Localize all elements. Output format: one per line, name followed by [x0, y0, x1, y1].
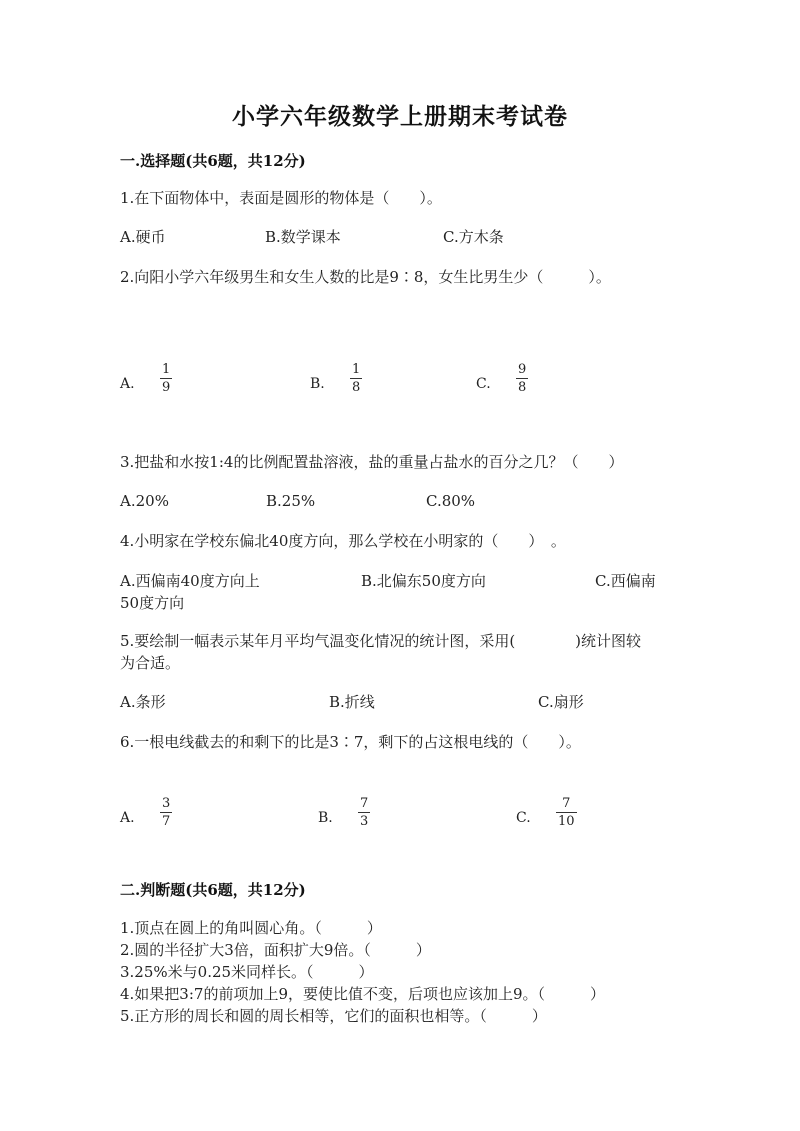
option-label: C.	[516, 810, 531, 826]
q1-option-a: A.硬币	[120, 228, 166, 246]
numerator: 1	[352, 362, 361, 377]
q3-option-a: A.20%	[120, 492, 169, 510]
option-label: B.	[310, 376, 325, 392]
q4-option-c: C.西偏南	[595, 572, 656, 590]
fraction-bar	[350, 378, 362, 379]
question-6: 6.一根电线截去的和剩下的比是3∶7，剩下的占这根电线的（ ）。	[120, 733, 581, 751]
section-heading-choice: 一.选择题(共6题，共12分)	[120, 152, 306, 170]
true-false-item-3: 3.25%米与0.25米同样长。（ ）	[120, 963, 374, 981]
denominator: 8	[352, 380, 361, 395]
q4-option-a: A.西偏南40度方向上	[120, 572, 260, 590]
q3-option-c: C.80%	[426, 492, 476, 510]
numerator: 1	[162, 362, 171, 377]
q5-option-c: C.扇形	[538, 693, 584, 711]
option-label: A.	[120, 376, 135, 392]
true-false-item-2: 2.圆的半径扩大3倍，面积扩大9倍。（ ）	[120, 941, 431, 959]
denominator: 8	[518, 380, 527, 395]
q5-option-b: B.折线	[329, 693, 375, 711]
q1-option-b: B.数学课本	[265, 228, 341, 246]
fraction	[350, 362, 362, 395]
true-false-item-1: 1.顶点在圆上的角叫圆心角。（ ）	[120, 919, 382, 937]
numerator: 9	[518, 362, 527, 377]
denominator: 10	[558, 814, 575, 829]
q1-option-c: C.方木条	[443, 228, 504, 246]
question-4: 4.小明家在学校东偏北40度方向，那么学校在小明家的（ ） 。	[120, 532, 566, 550]
q5-option-a: A.条形	[120, 693, 166, 711]
section-heading-true-false: 二.判断题(共6题，共12分)	[120, 881, 306, 899]
denominator: 7	[162, 814, 171, 829]
q4-option-b: B.北偏东50度方向	[361, 572, 486, 590]
q4-option-c-continuation: 50度方向	[120, 594, 185, 612]
numerator: 3	[162, 796, 171, 811]
fraction	[160, 362, 172, 395]
fraction-bar	[556, 812, 577, 813]
page-title: 小学六年级数学上册期末考试卷	[232, 103, 568, 130]
q3-option-b: B.25%	[266, 492, 316, 510]
fraction	[556, 796, 577, 829]
question-3: 3.把盐和水按1:4的比例配置盐溶液，盐的重量占盐水的百分之几？（ ）	[120, 453, 624, 471]
question-1: 1.在下面物体中，表面是圆形的物体是（ ）。	[120, 189, 442, 207]
denominator: 9	[162, 380, 171, 395]
numerator: 7	[562, 796, 571, 811]
fraction-bar	[516, 378, 528, 379]
fraction	[516, 362, 528, 395]
question-5-line-2: 为合适。	[120, 654, 181, 672]
option-label: A.	[120, 810, 135, 826]
option-label: C.	[476, 376, 491, 392]
true-false-item-4: 4.如果把3:7的前项加上9，要使比值不变，后项也应该加上9。（ ）	[120, 985, 606, 1003]
option-label: B.	[318, 810, 333, 826]
question-5-line-1: 5.要绘制一幅表示某年月平均气温变化情况的统计图，采用( )统计图较	[120, 632, 642, 650]
question-2: 2.向阳小学六年级男生和女生人数的比是9∶8，女生比男生少（ ）。	[120, 268, 611, 286]
fraction	[160, 796, 172, 829]
fraction-bar	[160, 378, 172, 379]
true-false-item-5: 5.正方形的周长和圆的周长相等，它们的面积也相等。（ ）	[120, 1007, 547, 1025]
denominator: 3	[360, 814, 369, 829]
fraction	[358, 796, 370, 829]
fraction-bar	[358, 812, 370, 813]
numerator: 7	[360, 796, 369, 811]
fraction-bar	[160, 812, 172, 813]
